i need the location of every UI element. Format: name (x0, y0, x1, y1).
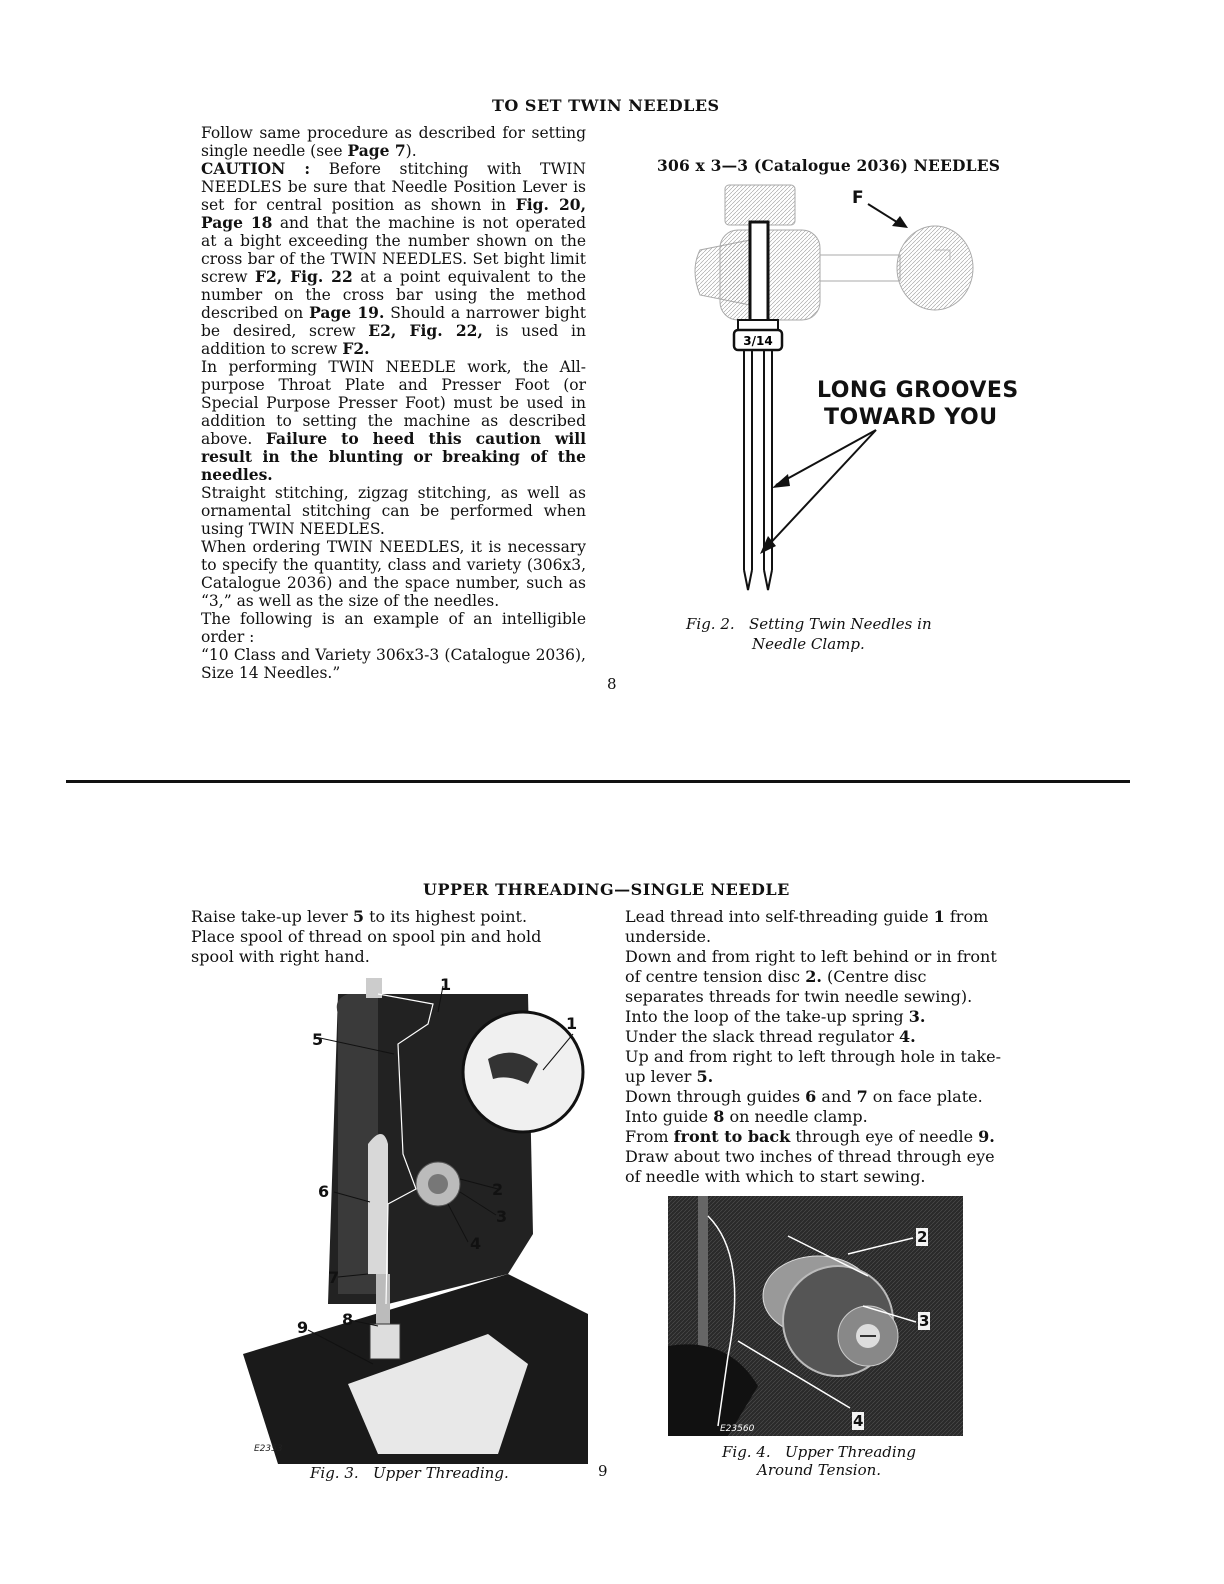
page8-paragraph: CAUTION : Before stitching with TWIN NEEDLES be sure that Needle Position Lever is set for central position as shown in Fig. 20, Page 18 and that the machine is not operated at a bight exceeding the number shown on the cross bar of the TWIN NEEDLES. Set bight limit screw F2, Fig. 22 at a point equivalent to the number on the cross bar using the method described on Page 19. Should a narrower bight be desired, screw E2, Fig. 22, is used in addition to screw F2. (201, 159, 586, 358)
page9-right-paragraph: Into guide 8 on needle clamp. (625, 1107, 868, 1126)
fig3-stamp: E2353 (254, 1444, 283, 1454)
fig3-label-8: 8 (342, 1310, 354, 1329)
figure2-label-f: F (852, 188, 864, 208)
page9-title: UPPER THREADING—SINGLE NEEDLE (423, 880, 790, 899)
page9-right-paragraph: Down through guides 6 and 7 on face plate. (625, 1087, 983, 1106)
fig3-label-7: 7 (328, 1268, 340, 1287)
page9-right-paragraph: Down and from right to left behind or in front of centre tension disc 2. (Centre disc separates threads for twin needle sewing). (625, 947, 997, 1006)
figure4-caption-line2: Around Tension. (757, 1461, 882, 1479)
page9-left-paragraph: Place spool of thread on spool pin and hold spool with right hand. (191, 927, 542, 966)
page8-paragraph: In performing TWIN NEEDLE work, the All-purpose Throat Plate and Presser Foot (or Special Purpose Presser Foot) must be used in addition to setting the machine as described above. Failure to heed this caution will result in the blunting or breaking of the needles. (201, 358, 586, 484)
fig4-label-4: 4 (853, 1412, 864, 1430)
fig3-label-4: 4 (470, 1234, 482, 1253)
figure2-caption-line1: Fig. 2. Setting Twin Needles in (686, 615, 932, 633)
page9-right-paragraph: Lead thread into self-threading guide 1 from underside. (625, 907, 989, 946)
fig3-label-6: 6 (318, 1182, 330, 1201)
page9-left-text (191, 907, 583, 967)
page9-right-paragraph: Up and from right to left through hole in take-up lever 5. (625, 1047, 1002, 1086)
callout-line-1: LONG GROOVES (817, 378, 1019, 403)
fig3-label-3: 3 (496, 1207, 508, 1226)
page9-right-paragraph: Under the slack thread regulator 4. (625, 1027, 916, 1046)
page8-paragraph: When ordering TWIN NEEDLES, it is necessary to specify the quantity, class and variety (306x3, Catalogue 2036) and the space number, such as “3,” as well as the size of the needles. (201, 538, 586, 610)
page8-paragraph: Follow same procedure as described for setting single needle (see Page 7). (201, 124, 586, 160)
fig4-label-2: 2 (917, 1228, 928, 1246)
fig4-stamp: E23560 (720, 1424, 755, 1434)
page9-right-paragraph: Draw about two inches of thread through eye of needle with which to start sewing. (625, 1147, 995, 1186)
page-divider (66, 780, 1130, 783)
fig3-label-5: 5 (312, 1030, 324, 1049)
figure3-upper-threading-photo (238, 974, 590, 1464)
figure4-caption-line1: Fig. 4. Upper Threading (722, 1443, 916, 1461)
callout-line-2: TOWARD YOU (824, 405, 998, 430)
page8-paragraph: The following is an example of an intelligible order : (201, 610, 586, 646)
page9-number: 9 (598, 1462, 608, 1480)
needle-clamp-drawing (695, 185, 973, 320)
fig3-label-2: 2 (492, 1180, 504, 1199)
fig4-label-3: 3 (919, 1312, 930, 1330)
needle-size-label: 3/14 (743, 334, 773, 348)
fig3-label-1-top: 1 (440, 975, 452, 994)
figure3-caption: Fig. 3. Upper Threading. (310, 1464, 509, 1482)
page9-left-paragraph: Raise take-up lever 5 to its highest point. (191, 907, 528, 926)
page8-paragraph: “10 Class and Variety 306x3-3 (Catalogue 2036), Size 14 Needles.” (201, 646, 586, 682)
page9-right-paragraph: Into the loop of the take-up spring 3. (625, 1007, 926, 1026)
figure2-heading: 306 x 3—3 (Catalogue 2036) NEEDLES (657, 156, 1001, 175)
page9-right-paragraph: From front to back through eye of needle 9. (625, 1127, 995, 1146)
fig3-label-1-inset: 1 (566, 1014, 578, 1033)
page8-paragraph: Straight stitching, zigzag stitching, as well as ornamental stitching can be performed when using TWIN NEEDLES. (201, 484, 586, 538)
fig3-label-9: 9 (297, 1318, 309, 1337)
page8-title: TO SET TWIN NEEDLES (492, 96, 720, 115)
figure2-caption-line2: Needle Clamp. (752, 635, 865, 653)
page8-number: 8 (607, 675, 617, 693)
page9-right-text (625, 907, 1010, 1187)
page8-body (201, 124, 586, 682)
